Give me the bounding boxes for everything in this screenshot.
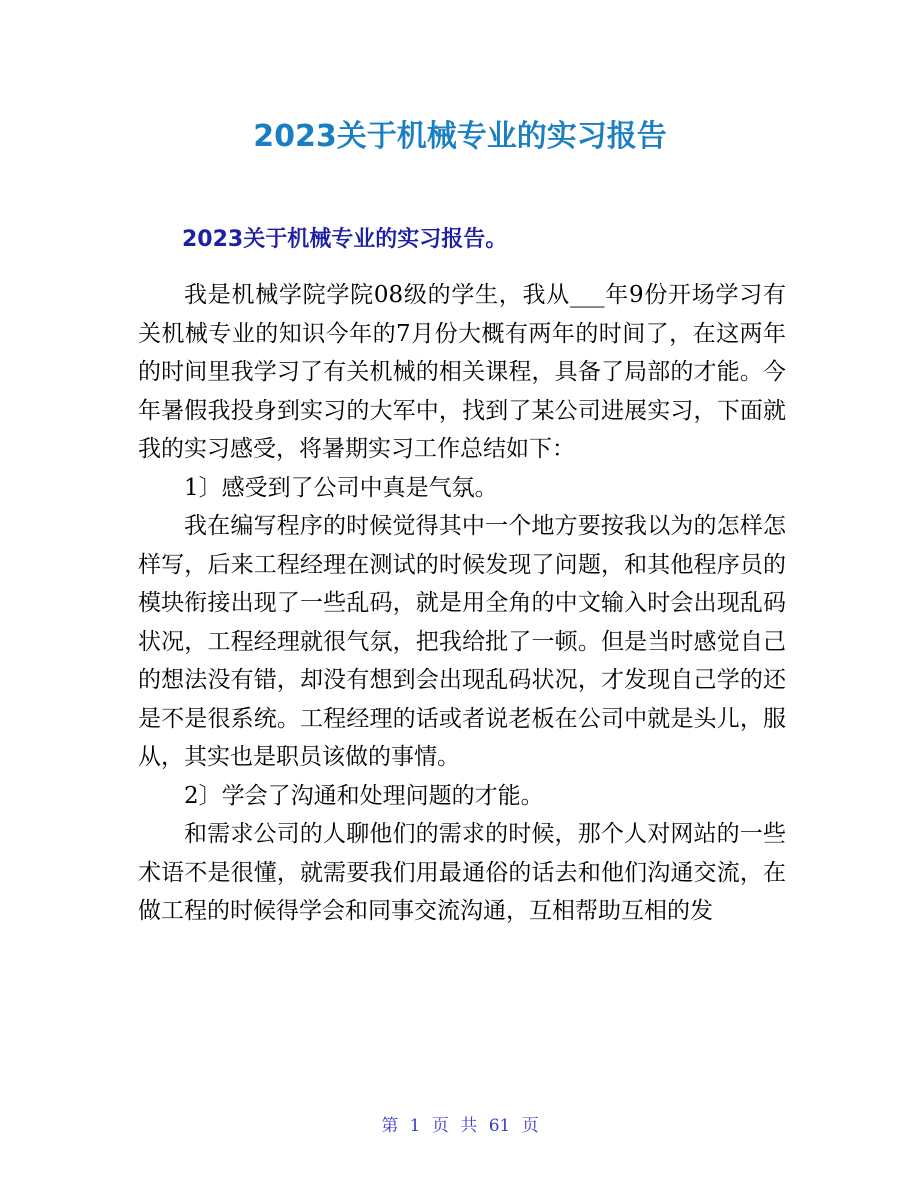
body-text xyxy=(138,276,786,931)
paragraph: 2〕学会了沟通和处理问题的才能。 xyxy=(184,782,544,809)
paragraph: 和需求公司的人聊他们的需求的时候，那个人对网站的一些术语不是很懂，就需要我们用最通俗的话去和他们沟通交流，在做工程的时候得学会和同事交流沟通，互相帮助互相的发 xyxy=(138,821,786,924)
paragraph: 1〕感受到了公司中真是气氛。 xyxy=(184,474,498,501)
document-subtitle: 2023关于机械专业的实习报告。 xyxy=(182,227,508,252)
page-number-footer: 第 1 页 共 61 页 xyxy=(381,1116,539,1136)
paragraph: 我在编写程序的时候觉得其中一个地方要按我以为的怎样怎样写，后来工程经理在测试的时候发现了问题，和其他程序员的模块衔接出现了一些乱码，就是用全角的中文输入时会出现乱码状况，工程经理就很气氛，把我给批了一顿。但是当时感觉自己的想法没有错，却没有想到会出现乱码状况，才发现自己学的还是不是很系统。工程经理的话或者说老板在公司中就是头儿，服从，其实也是职员该做的事情。 xyxy=(138,513,786,770)
paragraph: 我是机械学院学院08级的学生，我从___年9份开场学习有关机械专业的知识今年的7月份大概有两年的时间了，在这两年的时间里我学习了有关机械的相关课程，具备了局部的才能。今年暑假我投身到实习的大军中，找到了某公司进展实习，下面就我的实习感受，将暑期实习工作总结如下： xyxy=(138,282,786,462)
document-title: 2023关于机械专业的实习报告 xyxy=(253,119,667,154)
